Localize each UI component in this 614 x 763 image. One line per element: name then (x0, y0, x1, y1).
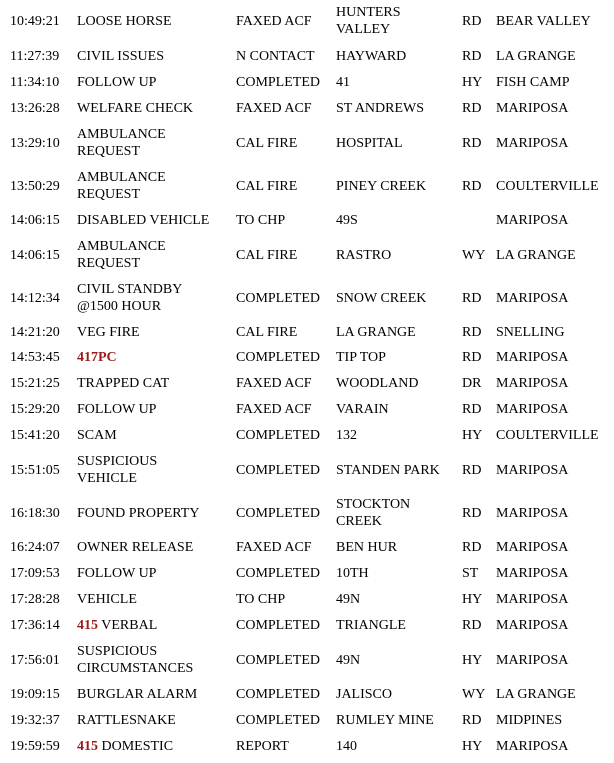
call-city: BEAR VALLEY (496, 13, 591, 29)
call-city: MARIPOSA (496, 617, 569, 633)
call-city: MARIPOSA (496, 401, 569, 417)
call-disposition: FAXED ACF (236, 539, 312, 555)
call-street: RUMLEY MINE (336, 712, 434, 728)
street-suffix: RD (462, 48, 482, 64)
call-time: 17:28:28 (10, 591, 60, 607)
call-street: JALISCO (336, 686, 393, 702)
call-city: MARIPOSA (496, 591, 569, 607)
street-suffix: RD (462, 349, 482, 365)
call-disposition: CAL FIRE (236, 135, 298, 151)
call-street: VARAIN (336, 401, 389, 417)
call-disposition: COMPLETED (236, 349, 320, 365)
call-city: MARIPOSA (496, 349, 569, 365)
call-time: 14:06:15 (10, 212, 60, 228)
street-suffix: HY (462, 74, 483, 90)
call-time: 15:51:05 (10, 462, 60, 478)
call-street: 41 (336, 74, 350, 90)
call-disposition: COMPLETED (236, 462, 320, 478)
call-city: MARIPOSA (496, 290, 569, 306)
street-suffix: HY (462, 652, 483, 668)
call-type: FOLLOW UP (77, 565, 157, 581)
call-city: MARIPOSA (496, 738, 569, 754)
street-suffix: RD (462, 100, 482, 116)
call-street: STOCKTON (336, 497, 411, 512)
call-street: PINEY CREEK (336, 178, 427, 194)
street-suffix: ST (462, 565, 479, 581)
call-type: LOOSE HORSE (77, 13, 172, 29)
call-type: SCAM (77, 427, 117, 443)
street-suffix: RD (462, 13, 482, 29)
call-disposition: COMPLETED (236, 712, 320, 728)
call-city: MARIPOSA (496, 100, 569, 116)
call-type: 415 VERBAL (77, 617, 158, 633)
street-suffix: RD (462, 617, 482, 633)
call-city: MARIPOSA (496, 375, 569, 391)
call-type: @1500 HOUR (77, 299, 162, 314)
street-suffix: RD (462, 401, 482, 417)
call-street: 10TH (336, 565, 369, 581)
call-street: HOSPITAL (336, 135, 403, 151)
call-time: 14:53:45 (10, 349, 60, 365)
call-disposition: REPORT (236, 738, 289, 754)
penal-code: 415 (77, 617, 98, 633)
call-time: 17:09:53 (10, 565, 60, 581)
call-disposition: COMPLETED (236, 617, 320, 633)
call-time: 14:21:20 (10, 324, 60, 340)
call-time: 15:21:25 (10, 375, 60, 391)
call-type: TRAPPED CAT (77, 375, 170, 391)
call-type: RATTLESNAKE (77, 712, 176, 728)
call-city: MARIPOSA (496, 135, 569, 151)
street-suffix: DR (462, 375, 482, 391)
call-street: 49N (336, 591, 361, 607)
call-city: LA GRANGE (496, 247, 576, 263)
call-disposition: COMPLETED (236, 505, 320, 521)
street-suffix: HY (462, 427, 483, 443)
call-time: 13:29:10 (10, 135, 60, 151)
call-disposition: FAXED ACF (236, 13, 312, 29)
penal-code: 415 (77, 738, 98, 754)
call-disposition: CAL FIRE (236, 178, 298, 194)
call-type: REQUEST (77, 256, 140, 271)
call-time: 14:06:15 (10, 247, 60, 263)
call-city: LA GRANGE (496, 48, 576, 64)
call-type: VEHICLE (77, 591, 137, 607)
call-type: REQUEST (77, 187, 140, 202)
call-street: HUNTERS (336, 5, 401, 20)
call-disposition: COMPLETED (236, 74, 320, 90)
call-type: CIRCUMSTANCES (77, 661, 194, 676)
call-type: AMBULANCE (77, 239, 166, 254)
call-disposition: TO CHP (236, 591, 286, 607)
call-city: MIDPINES (496, 712, 563, 728)
call-city: MARIPOSA (496, 505, 569, 521)
street-suffix: WY (462, 247, 486, 263)
call-time: 19:09:15 (10, 686, 60, 702)
street-suffix: HY (462, 738, 483, 754)
call-time: 17:36:14 (10, 617, 60, 633)
call-disposition: CAL FIRE (236, 247, 298, 263)
call-type: FOLLOW UP (77, 401, 157, 417)
call-city: MARIPOSA (496, 652, 569, 668)
call-street: TRIANGLE (336, 617, 406, 633)
call-street: WOODLAND (336, 375, 419, 391)
call-city: MARIPOSA (496, 565, 569, 581)
call-time: 13:26:28 (10, 100, 60, 116)
penal-code: 417PC (77, 349, 117, 365)
call-city: LA GRANGE (496, 686, 576, 702)
call-disposition: FAXED ACF (236, 375, 312, 391)
call-type: WELFARE CHECK (77, 100, 194, 116)
call-street: ST ANDREWS (336, 100, 425, 116)
call-time: 11:27:39 (10, 48, 60, 64)
call-type: CIVIL STANDBY (77, 282, 183, 297)
call-type: OWNER RELEASE (77, 539, 194, 555)
call-street: TIP TOP (336, 349, 386, 365)
call-street: HAYWARD (336, 48, 407, 64)
call-time: 16:24:07 (10, 539, 60, 555)
call-disposition: N CONTACT (236, 48, 315, 64)
street-suffix: RD (462, 324, 482, 340)
call-street: BEN HUR (336, 539, 398, 555)
call-disposition: CAL FIRE (236, 324, 298, 340)
call-street: 140 (336, 738, 357, 754)
call-time: 14:12:34 (10, 290, 60, 306)
call-type: CIVIL ISSUES (77, 48, 164, 64)
street-suffix: RD (462, 462, 482, 478)
street-suffix: RD (462, 539, 482, 555)
call-disposition: COMPLETED (236, 427, 320, 443)
street-suffix: HY (462, 591, 483, 607)
call-type: 415 DOMESTIC (77, 738, 174, 754)
call-type: BURGLAR ALARM (77, 686, 198, 702)
call-type: REQUEST (77, 144, 140, 159)
call-city: FISH CAMP (496, 74, 570, 90)
call-type (77, 349, 117, 366)
call-type: DISABLED VEHICLE (77, 212, 210, 228)
call-street: CREEK (336, 514, 382, 529)
call-disposition: COMPLETED (236, 652, 320, 668)
call-type: SUSPICIOUS (77, 454, 158, 469)
call-type: AMBULANCE (77, 170, 166, 185)
call-time: 15:29:20 (10, 401, 60, 417)
street-suffix: RD (462, 135, 482, 151)
call-street: 49S (336, 212, 358, 228)
call-disposition: COMPLETED (236, 686, 320, 702)
call-disposition: TO CHP (236, 212, 286, 228)
call-city: MARIPOSA (496, 462, 569, 478)
call-street: STANDEN PARK (336, 462, 440, 478)
call-street: 49N (336, 652, 361, 668)
call-type: VEHICLE (77, 471, 137, 486)
call-time: 16:18:30 (10, 505, 60, 521)
street-suffix: WY (462, 686, 486, 702)
call-type: FOUND PROPERTY (77, 505, 200, 521)
street-suffix: RD (462, 178, 482, 194)
call-time: 13:50:29 (10, 178, 60, 194)
street-suffix: RD (462, 290, 482, 306)
call-type: AMBULANCE (77, 127, 166, 142)
call-disposition: FAXED ACF (236, 100, 312, 116)
street-suffix: RD (462, 505, 482, 521)
call-time: 11:34:10 (10, 74, 60, 90)
call-city: COULTERVILLE (496, 178, 599, 194)
call-time: 15:41:20 (10, 427, 60, 443)
call-city: COULTERVILLE (496, 427, 599, 443)
call-disposition: COMPLETED (236, 290, 320, 306)
call-street: SNOW CREEK (336, 290, 427, 306)
call-street: 132 (336, 427, 357, 443)
call-street: VALLEY (336, 22, 391, 37)
street-suffix: RD (462, 712, 482, 728)
call-disposition: COMPLETED (236, 565, 320, 581)
call-time: 10:49:21 (10, 13, 60, 29)
call-time: 19:59:59 (10, 738, 60, 754)
call-street: RASTRO (336, 247, 392, 263)
call-type: VEG FIRE (77, 324, 140, 340)
call-street: LA GRANGE (336, 324, 416, 340)
call-city: SNELLING (496, 324, 565, 340)
call-city: MARIPOSA (496, 212, 569, 228)
call-time: 19:32:37 (10, 712, 60, 728)
call-city: MARIPOSA (496, 539, 569, 555)
call-type: FOLLOW UP (77, 74, 157, 90)
call-type: SUSPICIOUS (77, 644, 158, 659)
call-disposition: FAXED ACF (236, 401, 312, 417)
call-time: 17:56:01 (10, 652, 60, 668)
